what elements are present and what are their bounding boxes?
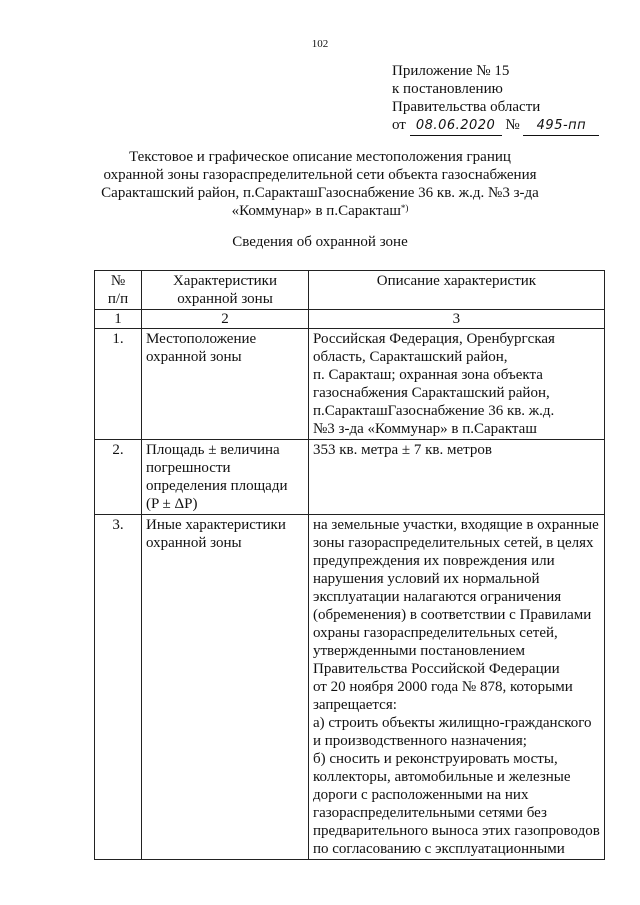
column-number-row bbox=[95, 310, 605, 329]
zone-info-table bbox=[94, 270, 605, 860]
title-line-2: охранной зоны газораспределительной сети объекта газоснабжения bbox=[103, 167, 537, 183]
handwritten-number: 495-пп bbox=[523, 117, 599, 136]
header-col-number: № п/п bbox=[95, 271, 142, 310]
row-characteristic: Местоположение охранной зоны bbox=[142, 329, 309, 440]
number-prefix: № bbox=[505, 117, 520, 133]
annex-line-1: Приложение № 15 bbox=[392, 63, 510, 79]
date-prefix: от bbox=[392, 117, 406, 133]
table-row bbox=[95, 440, 605, 515]
annex-line-2: к постановлению bbox=[392, 81, 503, 97]
row-description: на земельные участки, входящие в охранные зоны газораспределительных сетей, в целях предупреждения их повреждения или нарушения условий их нормальной эксплуатации налагаются ограничения (обременения) в соответствии с Правилами охраны газораспределительных сетей, утвержденными постановлением Правительства Российской Федерации от 20 ноября 2000 года № 878, которыми запрещается: а) строить объекты жилищно-гражданского и производственного назначения; б) сносить и реконструировать мосты, коллекторы, автомобильные и железные дороги с расположенными на них газораспределительными сетями без предварительного выноса этих газопроводов по согласованию с эксплуатационными bbox=[309, 515, 605, 860]
annex-line-3: Правительства области bbox=[392, 99, 541, 115]
row-number: 3. bbox=[95, 515, 142, 860]
row-number: 1. bbox=[95, 329, 142, 440]
row-number: 2. bbox=[95, 440, 142, 515]
handwritten-date: 08.06.2020 bbox=[410, 117, 502, 136]
title-line-1: Текстовое и графическое описание местоположения границ bbox=[129, 149, 511, 165]
column-number: 2 bbox=[142, 310, 309, 329]
header-col-characteristics: Характеристики охранной зоны bbox=[142, 271, 309, 310]
table-row bbox=[95, 329, 605, 440]
row-description: Российская Федерация, Оренбургская область, Саракташский район, п. Саракташ; охранная зона объекта газоснабжения Саракташский район, п.СаракташГазоснабжение 36 кв. ж.д. №3 з-да «Коммунар» в п.Саракташ bbox=[309, 329, 605, 440]
row-characteristic: Иные характеристики охранной зоны bbox=[142, 515, 309, 860]
title-line-4: «Коммунар» в п.Саракташ*) bbox=[231, 203, 409, 219]
table-header-row bbox=[95, 271, 605, 310]
row-description: 353 кв. метра ± 7 кв. метров bbox=[309, 440, 605, 515]
header-col-description: Описание характеристик bbox=[309, 271, 605, 310]
document-title bbox=[0, 148, 640, 220]
column-number: 1 bbox=[95, 310, 142, 329]
section-subtitle: Сведения об охранной зоне bbox=[232, 234, 408, 250]
table-row bbox=[95, 515, 605, 860]
title-line-3: Саракташский район, п.СаракташГазоснабжение 36 кв. ж.д. №3 з-да bbox=[101, 185, 539, 201]
footnote-mark: *) bbox=[400, 203, 409, 213]
column-number: 3 bbox=[309, 310, 605, 329]
page-number: 102 bbox=[311, 38, 329, 50]
row-characteristic: Площадь ± величина погрешности определения площади (P ± ΔP) bbox=[142, 440, 309, 515]
annex-date-line bbox=[392, 116, 599, 136]
annex-block bbox=[392, 62, 599, 136]
